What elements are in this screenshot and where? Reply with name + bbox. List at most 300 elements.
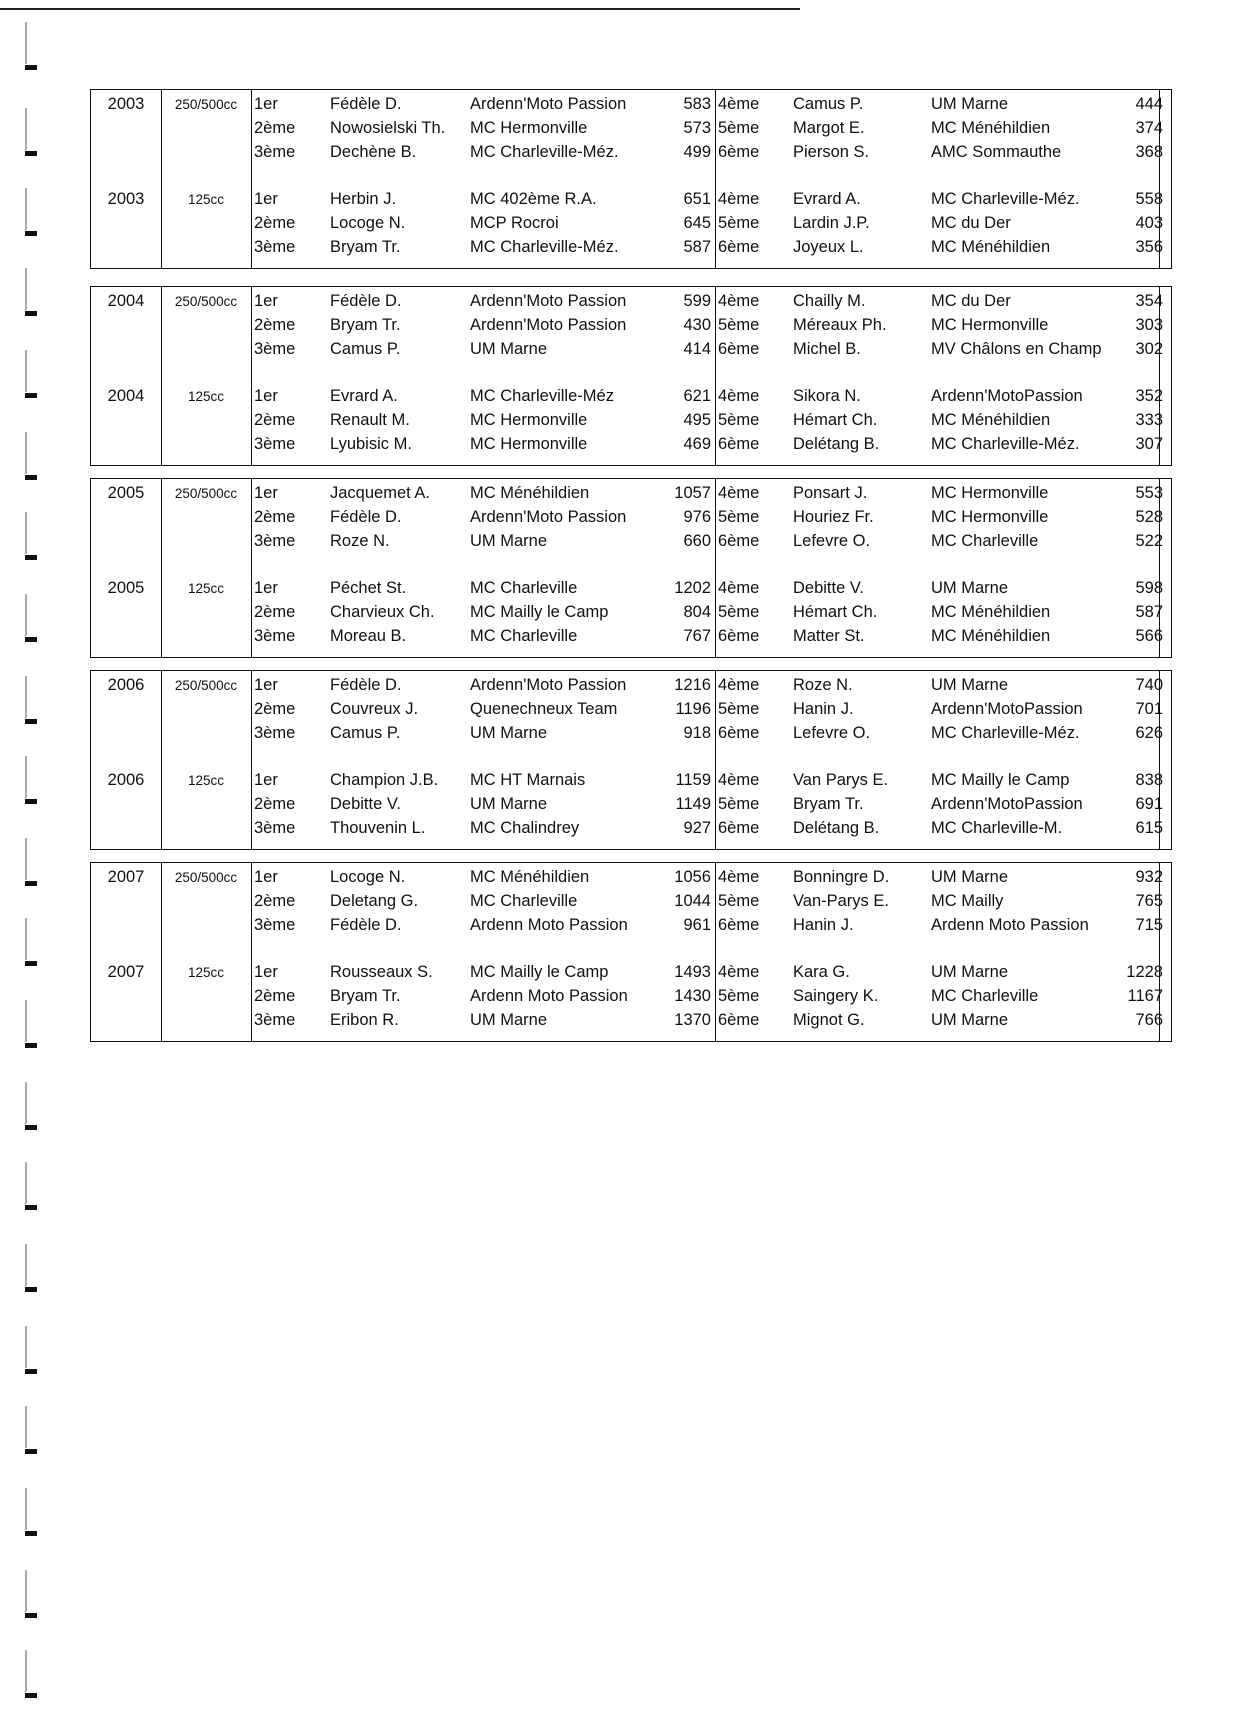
year-cell: 2004 [107,292,145,310]
club-cell: MC Mailly le Camp [931,771,1070,789]
club-cell: MC Chalindrey [470,819,580,837]
results-year-block [90,862,1172,1042]
column-divider [715,863,716,1041]
club-cell: MC Charleville-Méz. [931,435,1080,453]
rider-name-cell: Matter St. [793,627,865,645]
rider-name-cell: Camus P. [330,340,401,358]
rank-cell: 4ème [718,95,760,113]
points-cell: 1167 [1127,987,1163,1005]
points-cell: 303 [1135,316,1163,334]
rank-cell: 4ème [718,868,760,886]
rank-cell: 1er [254,868,278,886]
category-cell: 125cc [187,389,225,404]
points-cell: 499 [683,143,711,161]
rider-name-cell: Michel B. [793,340,861,358]
points-cell: 767 [683,627,711,645]
column-divider [715,479,716,657]
rank-cell: 2ème [254,700,296,718]
rank-cell: 5ème [718,603,760,621]
rank-cell: 6ème [718,627,760,645]
club-cell: MC Hermonville [931,484,1049,502]
rider-name-cell: Roze N. [330,532,390,550]
rider-name-cell: Evrard A. [793,190,861,208]
points-cell: 583 [683,95,711,113]
year-cell: 2003 [107,95,145,113]
club-cell: MC Ménéhildien [931,627,1051,645]
binder-ring-margin [22,0,42,1716]
rider-name-cell: Camus P. [330,724,401,742]
points-cell: 566 [1135,627,1163,645]
club-cell: MC Mailly le Camp [470,603,609,621]
club-cell: MC Charleville [470,579,578,597]
rider-name-cell: Houriez Fr. [793,508,874,526]
column-divider [251,479,252,657]
rank-cell: 3ème [254,916,296,934]
rider-name-cell: Locoge N. [330,214,406,232]
points-cell: 691 [1135,795,1163,813]
club-cell: MC Hermonville [470,435,588,453]
rider-name-cell: Lyubisic M. [330,435,412,453]
rank-cell: 5ème [718,316,760,334]
rider-name-cell: Saingery K. [793,987,879,1005]
binder-ring [22,432,40,480]
year-cell: 2007 [107,868,145,886]
club-cell: UM Marne [470,1011,548,1029]
rank-cell: 3ème [254,627,296,645]
points-cell: 615 [1135,819,1163,837]
club-cell: MC Charleville [931,532,1039,550]
rider-name-cell: Herbin J. [330,190,397,208]
rider-name-cell: Thouvenin L. [330,819,426,837]
points-cell: 599 [683,292,711,310]
rank-cell: 5ème [718,987,760,1005]
binder-ring [22,838,40,886]
binder-ring [22,1326,40,1374]
binder-ring [22,350,40,398]
rank-cell: 5ème [718,214,760,232]
rider-name-cell: Margot E. [793,119,865,137]
points-cell: 403 [1135,214,1163,232]
club-cell: MC Ménéhildien [931,411,1051,429]
rider-name-cell: Lefevre O. [793,532,871,550]
category-cell: 250/500cc [174,870,238,885]
rank-cell: 2ème [254,411,296,429]
rank-cell: 2ème [254,119,296,137]
points-cell: 804 [683,603,711,621]
rider-name-cell: Lefevre O. [793,724,871,742]
rank-cell: 6ème [718,238,760,256]
points-cell: 522 [1135,532,1163,550]
points-cell: 701 [1135,700,1163,718]
points-cell: 1196 [675,700,711,718]
rank-cell: 4ème [718,387,760,405]
points-cell: 645 [683,214,711,232]
top-rule [0,8,800,10]
year-cell: 2007 [107,963,145,981]
rank-cell: 1er [254,292,278,310]
rank-cell: 1er [254,963,278,981]
category-cell: 250/500cc [174,97,238,112]
binder-ring [22,918,40,966]
year-cell: 2004 [107,387,145,405]
points-cell: 626 [1135,724,1163,742]
club-cell: MC Ménéhildien [931,238,1051,256]
rank-cell: 4ème [718,484,760,502]
rank-cell: 5ème [718,700,760,718]
rider-name-cell: Bryam Tr. [793,795,864,813]
column-divider [251,90,252,268]
rank-cell: 1er [254,190,278,208]
club-cell: MC du Der [931,214,1011,232]
club-cell: UM Marne [931,868,1009,886]
column-divider [715,90,716,268]
club-cell: MC Hermonville [470,411,588,429]
rank-cell: 6ème [718,724,760,742]
club-cell: Ardenn'Moto Passion [470,676,627,694]
club-cell: MC Hermonville [931,508,1049,526]
rider-name-cell: Fédèle D. [330,508,402,526]
rank-cell: 2ème [254,987,296,1005]
club-cell: UM Marne [931,963,1009,981]
rider-name-cell: Pierson S. [793,143,870,161]
club-cell: MC 402ème R.A. [470,190,597,208]
column-divider [161,479,162,657]
binder-ring [22,1082,40,1130]
club-cell: MC Charleville-Méz. [931,724,1080,742]
rider-name-cell: Couvreux J. [330,700,419,718]
points-cell: 352 [1135,387,1163,405]
rider-name-cell: Fédèle D. [330,95,402,113]
binder-ring [22,188,40,236]
club-cell: MC Charleville-Méz. [470,238,619,256]
points-cell: 495 [683,411,711,429]
binder-ring [22,108,40,156]
club-cell: Ardenn'Moto Passion [470,292,627,310]
club-cell: Ardenn'MotoPassion [931,387,1083,405]
points-cell: 587 [1135,603,1163,621]
rank-cell: 6ème [718,532,760,550]
rank-cell: 5ème [718,892,760,910]
rider-name-cell: Debitte V. [793,579,864,597]
rank-cell: 6ème [718,143,760,161]
rank-cell: 3ème [254,1011,296,1029]
results-year-block [90,89,1172,269]
points-cell: 838 [1135,771,1163,789]
rank-cell: 5ème [718,119,760,137]
rider-name-cell: Hémart Ch. [793,603,878,621]
category-cell: 125cc [187,581,225,596]
rank-cell: 2ème [254,892,296,910]
binder-ring [22,676,40,724]
rider-name-cell: Hanin J. [793,916,854,934]
points-cell: 414 [683,340,711,358]
club-cell: MC du Der [931,292,1011,310]
club-cell: MC Charleville [470,892,578,910]
rider-name-cell: Ponsart J. [793,484,868,502]
points-cell: 302 [1135,340,1163,358]
club-cell: MC Charleville [470,627,578,645]
year-cell: 2006 [107,676,145,694]
rank-cell: 4ème [718,963,760,981]
rider-name-cell: Van Parys E. [793,771,889,789]
rank-cell: 4ème [718,676,760,694]
points-cell: 1044 [674,892,711,910]
rank-cell: 1er [254,579,278,597]
rank-cell: 3ème [254,724,296,742]
column-divider [161,863,162,1041]
points-cell: 660 [683,532,711,550]
points-cell: 927 [683,819,711,837]
column-divider [161,287,162,465]
club-cell: Ardenn'Moto Passion [470,316,627,334]
category-cell: 125cc [187,192,225,207]
club-cell: UM Marne [470,795,548,813]
rider-name-cell: Jacquemet A. [330,484,430,502]
club-cell: MC Hermonville [470,119,588,137]
rank-cell: 3ème [254,143,296,161]
rank-cell: 3ème [254,532,296,550]
points-cell: 1228 [1126,963,1163,981]
club-cell: UM Marne [931,95,1009,113]
rank-cell: 1er [254,676,278,694]
category-cell: 250/500cc [174,678,238,693]
rank-cell: 6ème [718,819,760,837]
rider-name-cell: Bryam Tr. [330,316,401,334]
club-cell: Ardenn'MotoPassion [931,700,1083,718]
club-cell: AMC Sommauthe [931,143,1062,161]
points-cell: 1430 [674,987,711,1005]
points-cell: 1057 [674,484,711,502]
points-cell: 354 [1135,292,1163,310]
binder-ring [22,22,40,70]
points-cell: 368 [1135,143,1163,161]
rider-name-cell: Chailly M. [793,292,866,310]
club-cell: UM Marne [931,579,1009,597]
rider-name-cell: Van-Parys E. [793,892,889,910]
club-cell: MC Ménéhildien [931,603,1051,621]
points-cell: 1216 [674,676,711,694]
rider-name-cell: Bryam Tr. [330,987,401,1005]
category-cell: 125cc [187,773,225,788]
points-cell: 1202 [674,579,711,597]
points-cell: 961 [683,916,711,934]
rank-cell: 1er [254,771,278,789]
points-cell: 765 [1135,892,1163,910]
club-cell: MC HT Marnais [470,771,586,789]
points-cell: 976 [683,508,711,526]
rank-cell: 2ème [254,214,296,232]
rider-name-cell: Fédèle D. [330,292,402,310]
binder-ring [22,268,40,316]
rider-name-cell: Camus P. [793,95,864,113]
rank-cell: 1er [254,95,278,113]
rank-cell: 5ème [718,508,760,526]
rank-cell: 6ème [718,1011,760,1029]
points-cell: 558 [1135,190,1163,208]
points-cell: 715 [1135,916,1163,934]
points-cell: 1370 [674,1011,711,1029]
column-divider [251,863,252,1041]
binder-ring [22,1162,40,1210]
binder-ring [22,512,40,560]
column-divider [715,671,716,849]
category-cell: 125cc [187,965,225,980]
rank-cell: 1er [254,484,278,502]
rider-name-cell: Charvieux Ch. [330,603,435,621]
club-cell: Ardenn Moto Passion [470,916,628,934]
rider-name-cell: Péchet St. [330,579,407,597]
points-cell: 740 [1135,676,1163,694]
binder-ring [22,1244,40,1292]
rider-name-cell: Hémart Ch. [793,411,878,429]
rider-name-cell: Evrard A. [330,387,398,405]
binder-ring [22,594,40,642]
rider-name-cell: Champion J.B. [330,771,439,789]
rider-name-cell: Debitte V. [330,795,401,813]
points-cell: 430 [683,316,711,334]
rider-name-cell: Eribon R. [330,1011,399,1029]
points-cell: 573 [683,119,711,137]
points-cell: 918 [683,724,711,742]
binder-ring [22,1488,40,1536]
rank-cell: 3ème [254,819,296,837]
club-cell: MC Ménéhildien [470,484,590,502]
club-cell: UM Marne [931,1011,1009,1029]
rider-name-cell: Kara G. [793,963,850,981]
binder-ring [22,756,40,804]
binder-ring [22,1406,40,1454]
club-cell: MC Ménéhildien [470,868,590,886]
club-cell: UM Marne [470,532,548,550]
category-cell: 250/500cc [174,294,238,309]
rider-name-cell: Joyeux L. [793,238,864,256]
rank-cell: 2ème [254,316,296,334]
points-cell: 651 [683,190,711,208]
rank-cell: 1er [254,387,278,405]
club-cell: MC Charleville-Méz. [470,143,619,161]
rank-cell: 4ème [718,771,760,789]
rider-name-cell: Lardin J.P. [793,214,870,232]
points-cell: 307 [1135,435,1163,453]
club-cell: MC Charleville-Méz [470,387,614,405]
rider-name-cell: Fédèle D. [330,676,402,694]
column-divider [251,671,252,849]
column-divider [161,90,162,268]
rider-name-cell: Mignot G. [793,1011,865,1029]
club-cell: UM Marne [470,340,548,358]
year-cell: 2003 [107,190,145,208]
points-cell: 1056 [674,868,711,886]
club-cell: MC Mailly le Camp [470,963,609,981]
rank-cell: 4ème [718,292,760,310]
rank-cell: 4ème [718,579,760,597]
club-cell: Ardenn Moto Passion [470,987,628,1005]
rider-name-cell: Sikora N. [793,387,861,405]
rank-cell: 5ème [718,795,760,813]
results-year-block [90,286,1172,466]
rank-cell: 6ème [718,916,760,934]
club-cell: Ardenn'Moto Passion [470,508,627,526]
club-cell: MC Charleville-Méz. [931,190,1080,208]
year-cell: 2005 [107,579,145,597]
category-cell: 250/500cc [174,486,238,501]
rank-cell: 6ème [718,435,760,453]
points-cell: 469 [683,435,711,453]
results-year-block [90,478,1172,658]
club-cell: Ardenn'MotoPassion [931,795,1083,813]
year-cell: 2005 [107,484,145,502]
rider-name-cell: Nowosielski Th. [330,119,446,137]
points-cell: 1149 [675,795,711,813]
club-cell: UM Marne [931,676,1009,694]
rider-name-cell: Delétang B. [793,435,880,453]
binder-ring [22,1650,40,1698]
rider-name-cell: Locoge N. [330,868,406,886]
year-cell: 2006 [107,771,145,789]
points-cell: 374 [1135,119,1163,137]
points-cell: 553 [1135,484,1163,502]
rider-name-cell: Hanin J. [793,700,854,718]
rank-cell: 2ème [254,508,296,526]
column-divider [161,671,162,849]
points-cell: 356 [1135,238,1163,256]
binder-ring [22,1000,40,1048]
rider-name-cell: Rousseaux S. [330,963,433,981]
rank-cell: 2ème [254,795,296,813]
points-cell: 932 [1135,868,1163,886]
club-cell: MC Mailly [931,892,1004,910]
points-cell: 621 [683,387,711,405]
points-cell: 1159 [675,771,711,789]
rank-cell: 3ème [254,340,296,358]
club-cell: UM Marne [470,724,548,742]
club-cell: MV Châlons en Champ [931,340,1102,358]
rider-name-cell: Bryam Tr. [330,238,401,256]
points-cell: 587 [683,238,711,256]
results-year-block [90,670,1172,850]
rank-cell: 5ème [718,411,760,429]
points-cell: 444 [1135,95,1163,113]
rider-name-cell: Méreaux Ph. [793,316,887,334]
rider-name-cell: Roze N. [793,676,853,694]
rank-cell: 6ème [718,340,760,358]
rank-cell: 3ème [254,238,296,256]
club-cell: MC Charleville-M. [931,819,1063,837]
club-cell: Ardenn Moto Passion [931,916,1089,934]
rider-name-cell: Dechène B. [330,143,417,161]
rider-name-cell: Moreau B. [330,627,407,645]
club-cell: MCP Rocroi [470,214,559,232]
column-divider [715,287,716,465]
points-cell: 528 [1135,508,1163,526]
rank-cell: 3ème [254,435,296,453]
points-cell: 598 [1135,579,1163,597]
club-cell: MC Ménéhildien [931,119,1051,137]
club-cell: Quenechneux Team [470,700,618,718]
club-cell: MC Charleville [931,987,1039,1005]
column-divider [251,287,252,465]
binder-ring [22,1570,40,1618]
rider-name-cell: Delétang B. [793,819,880,837]
points-cell: 1493 [674,963,711,981]
rider-name-cell: Renault M. [330,411,410,429]
points-cell: 333 [1135,411,1163,429]
club-cell: MC Hermonville [931,316,1049,334]
rider-name-cell: Deletang G. [330,892,419,910]
club-cell: Ardenn'Moto Passion [470,95,627,113]
rider-name-cell: Bonningre D. [793,868,890,886]
points-cell: 766 [1135,1011,1163,1029]
